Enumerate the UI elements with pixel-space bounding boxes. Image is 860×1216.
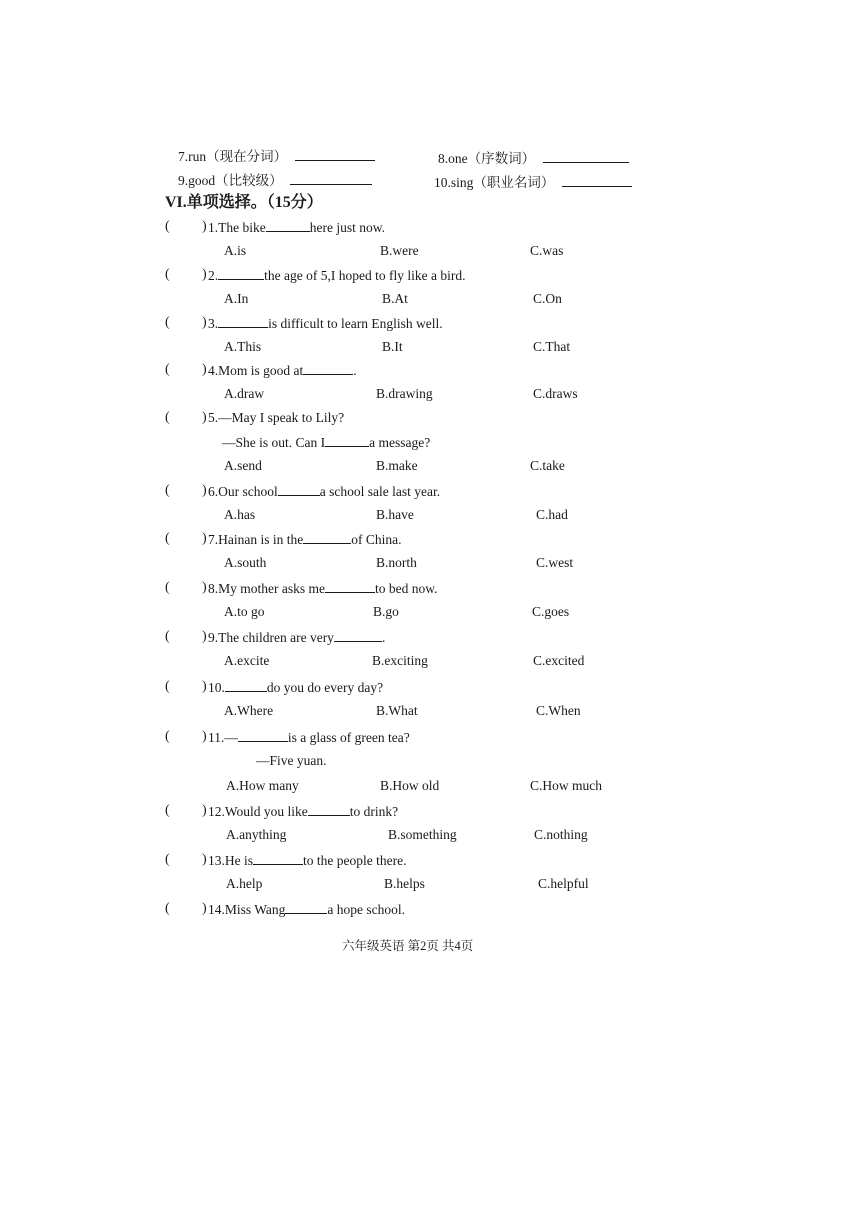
answer-paren-close: ) <box>202 679 207 694</box>
answer-blank[interactable] <box>562 174 632 187</box>
question-stem-end: . <box>381 630 386 645</box>
answer-blank[interactable] <box>543 150 629 163</box>
answer-paren-close: ) <box>202 580 207 595</box>
word-form-item-8-text: 8.one（序数词） <box>438 151 536 166</box>
question-blank[interactable] <box>278 483 320 496</box>
dialogue-line <box>256 753 327 769</box>
question-blank[interactable] <box>325 434 369 447</box>
question-stem-start: 13.He is <box>208 853 253 868</box>
question-blank[interactable] <box>303 362 353 375</box>
question-blank[interactable] <box>334 629 382 642</box>
answer-paren-open: ( <box>165 629 170 644</box>
option-b[interactable]: B.exciting <box>372 653 428 668</box>
question-text <box>208 219 385 236</box>
question-stem-start: 14.Miss Wang <box>208 902 286 917</box>
option-b[interactable]: B.go <box>373 604 399 619</box>
dialogue-text-end: a message? <box>369 435 431 450</box>
option-b[interactable]: B.make <box>376 458 418 473</box>
question-blank[interactable] <box>253 852 303 865</box>
question-text <box>208 315 443 332</box>
question-stem-end: the age of 5,I hoped to fly like a bird. <box>264 268 466 283</box>
question-blank[interactable] <box>218 267 264 280</box>
option-a[interactable]: A.help <box>226 876 263 891</box>
question-stem-start: 4.Mom is good at <box>208 363 304 378</box>
answer-box[interactable] <box>174 729 200 747</box>
answer-paren-close: ) <box>202 901 207 916</box>
question-stem-end: is difficult to learn English well. <box>268 316 443 331</box>
word-form-item-8 <box>438 150 629 168</box>
option-a[interactable]: A.excite <box>224 653 270 668</box>
option-a[interactable]: A.has <box>224 507 256 522</box>
question-blank[interactable] <box>266 219 310 232</box>
question-stem-end: . <box>353 363 357 378</box>
answer-paren-open: ( <box>165 483 170 498</box>
question-stem-end: of China. <box>351 532 402 547</box>
answer-paren-close: ) <box>202 531 207 546</box>
answer-paren-open: ( <box>165 679 170 694</box>
option-c[interactable]: C.excited <box>533 653 585 668</box>
option-c[interactable]: C.nothing <box>534 827 588 842</box>
option-b[interactable]: B.It <box>382 339 403 354</box>
question-stem-start: 5.—May I speak to Lily? <box>208 410 345 425</box>
answer-box[interactable] <box>174 483 200 501</box>
option-c[interactable]: C.take <box>530 458 565 473</box>
question-stem-start: 12.Would you like <box>208 804 308 819</box>
dialogue-line <box>222 434 430 451</box>
question-stem-end: is a glass of green tea? <box>287 730 410 745</box>
option-b[interactable]: B.helps <box>384 876 425 891</box>
option-c[interactable]: C.had <box>536 507 568 522</box>
option-a[interactable]: A.is <box>224 243 247 258</box>
question-stem-start: 1.The bike <box>208 220 266 235</box>
option-a[interactable]: A.Where <box>224 703 274 718</box>
question-blank[interactable] <box>238 729 288 742</box>
option-c[interactable]: C.draws <box>533 386 578 401</box>
option-b[interactable]: B.How old <box>380 778 440 793</box>
question-blank[interactable] <box>308 803 350 816</box>
question-stem-start: 7.Hainan is in the <box>208 532 304 547</box>
question-stem-start: 11.— <box>208 730 238 745</box>
word-form-item-7 <box>178 148 375 166</box>
option-b[interactable]: B.have <box>376 507 414 522</box>
option-c[interactable]: C.How much <box>530 778 602 793</box>
answer-box[interactable] <box>174 219 200 237</box>
option-c[interactable]: C.west <box>536 555 574 570</box>
question-stem-end: a hope school. <box>327 902 406 917</box>
answer-paren-open: ( <box>165 315 170 330</box>
question-text <box>208 410 344 426</box>
option-a[interactable]: A.This <box>224 339 262 354</box>
question-stem-start: 10. <box>208 680 225 695</box>
question-stem-start: 2. <box>208 268 219 283</box>
option-b[interactable]: B.drawing <box>376 386 433 401</box>
question-text <box>208 580 438 597</box>
answer-box[interactable] <box>174 679 200 697</box>
answer-paren-close: ) <box>202 803 207 818</box>
answer-box[interactable] <box>174 362 200 380</box>
answer-blank[interactable] <box>295 148 375 161</box>
question-stem-start: 6.Our school <box>208 484 278 499</box>
question-stem-end: do you do every day? <box>266 680 384 695</box>
question-blank[interactable] <box>285 901 327 914</box>
option-c[interactable]: C.helpful <box>538 876 589 891</box>
word-form-item-10-text: 10.sing（职业名词） <box>434 175 555 190</box>
word-form-item-9 <box>178 172 372 190</box>
answer-paren-close: ) <box>202 362 207 377</box>
question-text <box>208 852 406 869</box>
answer-paren-close: ) <box>202 483 207 498</box>
answer-box[interactable] <box>174 410 200 428</box>
answer-paren-open: ( <box>165 580 170 595</box>
answer-box[interactable] <box>174 315 200 333</box>
question-blank[interactable] <box>325 580 375 593</box>
option-b[interactable]: B.were <box>380 243 419 258</box>
answer-paren-close: ) <box>202 729 207 744</box>
option-a[interactable]: A.south <box>224 555 267 570</box>
option-a[interactable]: A.In <box>224 291 249 306</box>
answer-box[interactable] <box>174 629 200 647</box>
option-a[interactable]: A.How many <box>226 778 299 793</box>
answer-paren-close: ) <box>202 410 207 425</box>
section-heading: VI.单项选择。（15分） <box>165 194 323 211</box>
page-footer: 六年级英语 第2页 共4页 <box>342 939 474 953</box>
question-stem-start: 8.My mother asks me <box>208 581 325 596</box>
question-text <box>208 629 385 646</box>
option-b[interactable]: B.something <box>388 827 457 842</box>
question-text <box>208 267 465 284</box>
question-text <box>208 729 410 746</box>
question-blank[interactable] <box>225 679 267 692</box>
answer-paren-open: ( <box>165 729 170 744</box>
answer-box[interactable] <box>174 901 200 919</box>
word-form-item-7-text: 7.run（现在分词） <box>178 149 288 164</box>
question-text <box>208 483 440 500</box>
option-c[interactable]: C.That <box>533 339 571 354</box>
answer-box[interactable] <box>174 580 200 598</box>
question-text <box>208 362 357 379</box>
option-c[interactable]: C.was <box>530 243 564 258</box>
answer-paren-open: ( <box>165 362 170 377</box>
question-text <box>208 531 401 548</box>
answer-paren-close: ) <box>202 315 207 330</box>
question-blank[interactable] <box>218 315 268 328</box>
option-a[interactable]: A.anything <box>226 827 287 842</box>
question-stem-end: to bed now. <box>375 581 438 596</box>
question-blank[interactable] <box>303 531 351 544</box>
answer-paren-open: ( <box>165 531 170 546</box>
answer-paren-open: ( <box>165 410 170 425</box>
answer-box[interactable] <box>174 267 200 285</box>
answer-paren-close: ) <box>202 852 207 867</box>
answer-box[interactable] <box>174 803 200 821</box>
dialogue-text-start: —Five yuan. <box>256 753 327 768</box>
question-stem-end: to drink? <box>349 804 399 819</box>
answer-paren-open: ( <box>165 901 170 916</box>
answer-paren-close: ) <box>202 267 207 282</box>
answer-box[interactable] <box>174 531 200 549</box>
answer-paren-open: ( <box>165 219 170 234</box>
question-stem-start: 9.The children are very <box>208 630 334 645</box>
question-stem-end: here just now. <box>309 220 385 235</box>
option-b[interactable]: B.What <box>376 703 418 718</box>
option-c[interactable]: C.When <box>536 703 581 718</box>
question-text <box>208 901 405 918</box>
question-text <box>208 679 383 696</box>
answer-paren-open: ( <box>165 803 170 818</box>
answer-paren-close: ) <box>202 219 207 234</box>
answer-paren-close: ) <box>202 629 207 644</box>
question-stem-end: to the people there. <box>303 853 407 868</box>
option-b[interactable]: B.At <box>382 291 408 306</box>
option-a[interactable]: A.send <box>224 458 262 473</box>
option-c[interactable]: C.On <box>533 291 562 306</box>
word-form-item-9-text: 9.good（比较级） <box>178 173 283 188</box>
question-text <box>208 803 398 820</box>
option-a[interactable]: A.to go <box>224 604 265 619</box>
answer-box[interactable] <box>174 852 200 870</box>
answer-paren-open: ( <box>165 852 170 867</box>
question-stem-end: a school sale last year. <box>319 484 441 499</box>
option-c[interactable]: C.goes <box>532 604 570 619</box>
dialogue-text-start: —She is out. Can I <box>222 435 326 450</box>
answer-blank[interactable] <box>290 172 372 185</box>
question-stem-start: 3. <box>208 316 219 331</box>
option-b[interactable]: B.north <box>376 555 417 570</box>
answer-paren-open: ( <box>165 267 170 282</box>
option-a[interactable]: A.draw <box>224 386 265 401</box>
word-form-item-10 <box>434 174 632 192</box>
